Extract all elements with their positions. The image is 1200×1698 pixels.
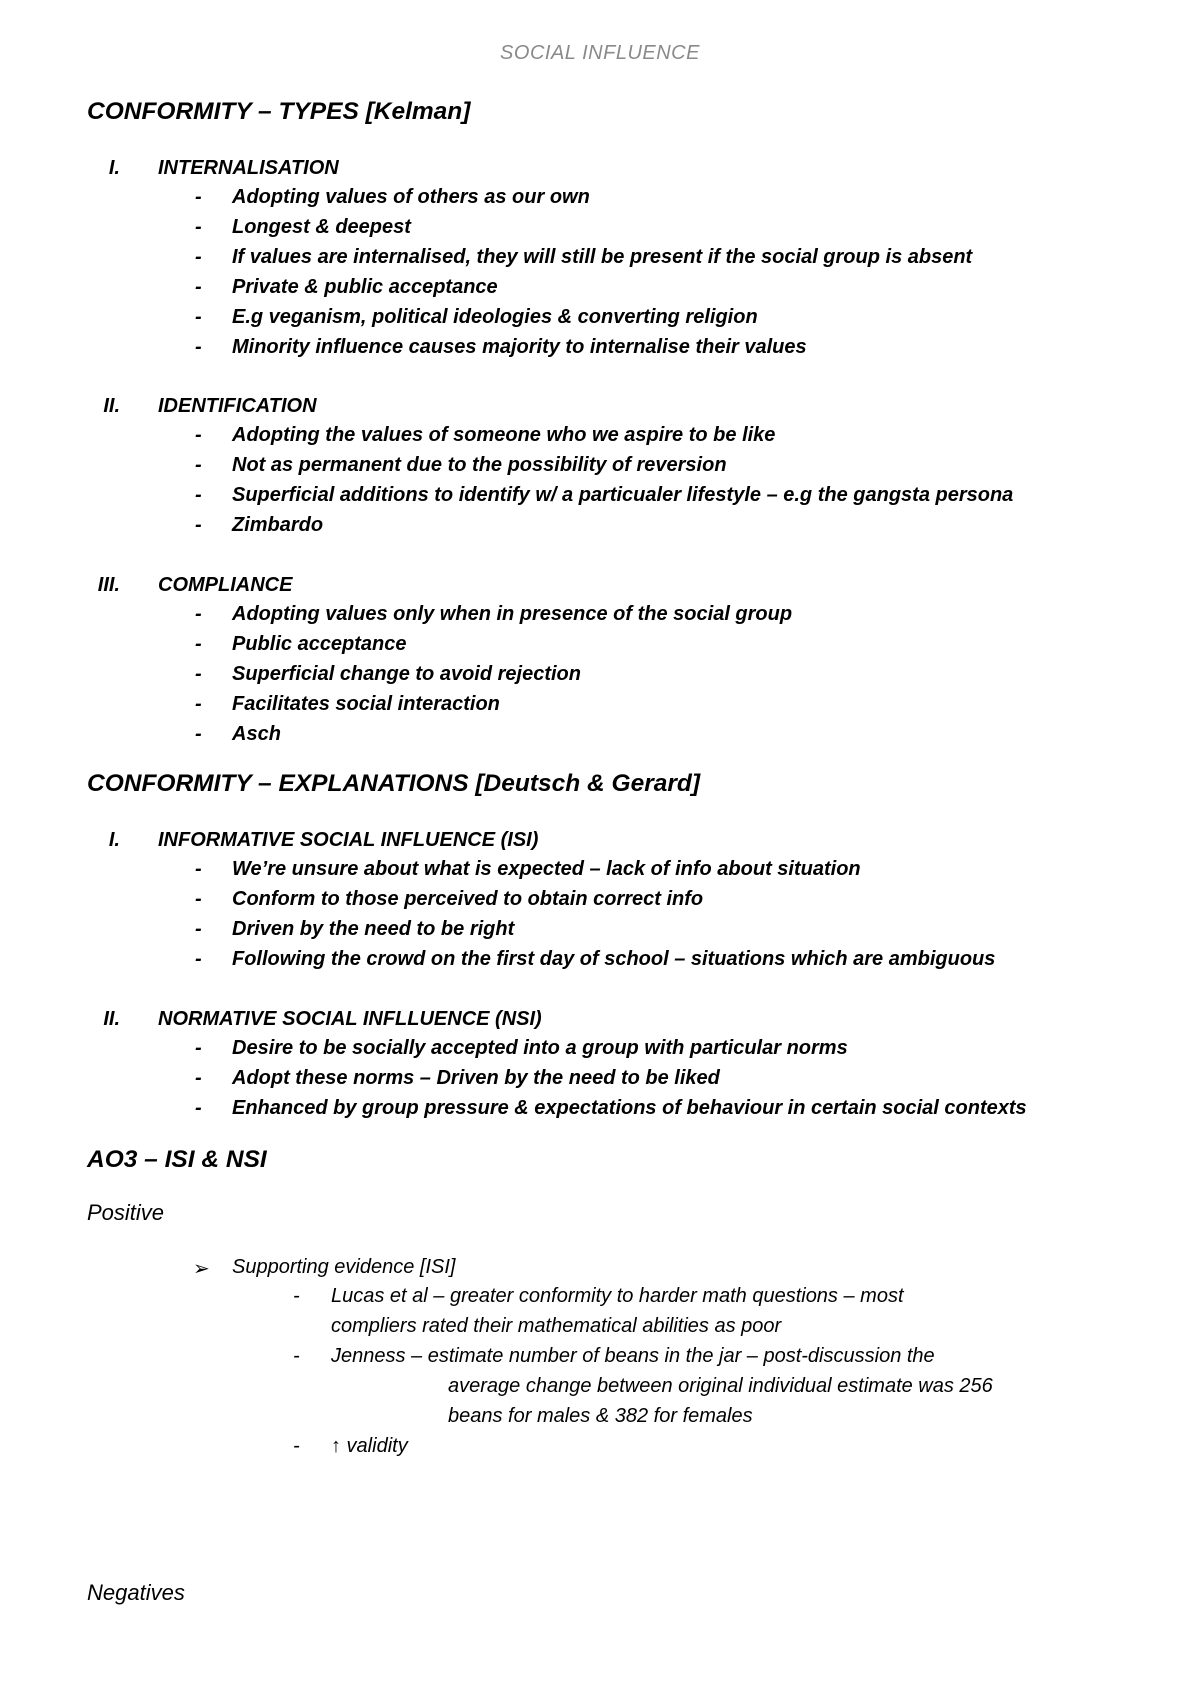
type-label: COMPLIANCE <box>158 574 293 596</box>
type-label: INFORMATIVE SOCIAL INFLUENCE (ISI) <box>158 829 539 851</box>
positive-label: Positive <box>87 1200 165 1225</box>
section-heading-conformity-types: CONFORMITY – TYPES [Kelman] <box>87 98 471 125</box>
document-title: SOCIAL INFLUENCE <box>500 42 700 64</box>
negatives-label: Negatives <box>87 1580 185 1605</box>
evidence-jenness-cont: beans for males & 382 for females <box>448 1405 753 1427</box>
evidence-lucas-cont: compliers rated their mathematical abilities as poor <box>331 1315 782 1337</box>
type-label: NORMATIVE SOCIAL INFLLUENCE (NSI) <box>158 1008 542 1030</box>
type-numeral: III. <box>97 574 120 596</box>
section-heading-conformity-explanations: CONFORMITY – EXPLANATIONS [Deutsch & Gerard] <box>87 770 701 797</box>
type-numeral: I. <box>108 157 120 179</box>
evidence-jenness-cont: average change between original individual estimate was 256 <box>448 1375 993 1397</box>
type-numeral: II. <box>103 1008 120 1030</box>
type-label: INTERNALISATION <box>158 157 339 179</box>
supporting-evidence-label: Supporting evidence [ISI] <box>232 1256 456 1278</box>
document-page: SOCIAL INFLUENCE CONFORMITY – TYPES [Kelman] I. INTERNALISATION - Adopting values of others as our own - Longest & deepest - If values are internalised, they will still be present if the social group is absent - Private & public acceptance - E.g veganism, political ideologies & converting religion - Minority influence causes majority to internalise their values II. IDENTIFICATION - Adopting the values of someone who we aspire to be like - Not as permanent due to the possibility of reversion - Superficial additions to identify w/ a particualer lifestyle – e.g the gangsta persona - Zimbardo III. COMPLIANCE - Adopting values only when in presence of the social group - Public acceptance - Superficial change to avoid rejection - Facilitates social interaction - Asch CONFORMITY – EXPLANATIONS [Deutsch & Gerard] I. INFORMATIVE SOCIAL INFLUENCE (ISI) - We’re unsure about what is expected – lack of info about situation - Conform to those perceived to obtain correct info - Driven by the need to be right - Following the crowd on the first day of school – situations which are ambiguous II. NORMATIVE SOCIAL INFLLUENCE (NSI) - Desire to be socially accepted into a group with particular norms - Adopt these norms – Driven by the need to be liked - Enhanced by group pressure & expectations of behaviour in certain social contexts AO3 – ISI & NSI Positive ➢ Supporting evidence [ISI] - Lucas et al – greater conformity to harder math questions – most compliers rated their mathematical abilities as poor - Jenness – estimate number of beans in the jar – post-discussion the average change between original individual estimate was 256 beans for males & 382 for females - ↑ validity Negatives <box>0 0 1200 1698</box>
type-label: IDENTIFICATION <box>158 395 317 417</box>
type-numeral: I. <box>108 829 120 851</box>
arrow-bullet-icon: ➢ <box>193 1258 210 1280</box>
section-heading-ao3: AO3 – ISI & NSI <box>87 1146 267 1173</box>
type-numeral: II. <box>103 395 120 417</box>
